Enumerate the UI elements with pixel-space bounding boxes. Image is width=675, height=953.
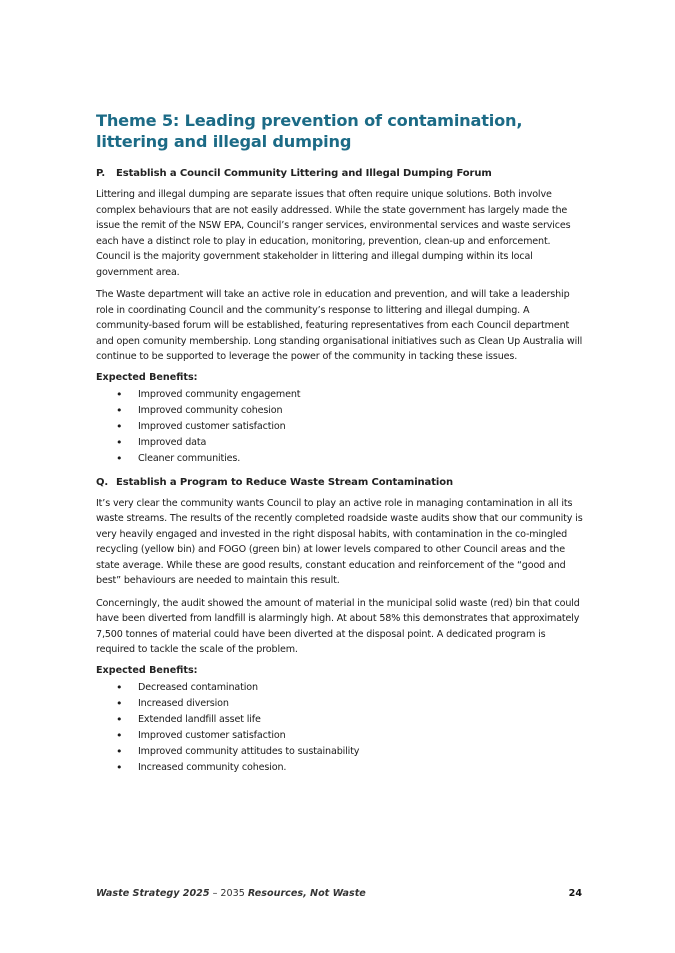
document-page — [96, 110, 586, 786]
list-item: • Improved community cohesion — [96, 403, 586, 419]
section-letter: P. — [96, 168, 106, 179]
section-q — [96, 477, 586, 776]
list-item: • Cleaner communities. — [96, 451, 586, 467]
list-item: • Improved customer satisfaction — [96, 728, 586, 744]
benefits-list — [96, 387, 586, 467]
paragraph: The Waste department will take an active role in education and prevention, and will take a leadership role in coordinating Council and the community’s response to littering and illegal dumping. A community-based forum will be established, featuring representatives from each Council department and open comunity membership. Long standing organisational initiatives such as Clean Up Australia will continue to be supported to leverage the power of the community in tacking these issues. — [96, 289, 583, 362]
section-p — [96, 168, 586, 467]
footer-title-subtitle: Resources, Not Waste — [247, 888, 366, 899]
footer-title-separator: – 2035 — [209, 888, 248, 899]
page-number: 24 — [568, 888, 582, 899]
list-item: • Improved community engagement — [96, 387, 586, 403]
list-item: • Improved community attitudes to sustainability — [96, 744, 586, 760]
expected-benefits-label: Expected Benefits: — [96, 371, 198, 383]
benefits-list — [96, 680, 586, 776]
list-item: • Improved customer satisfaction — [96, 419, 586, 435]
list-item: • Increased community cohesion. — [96, 760, 586, 776]
section-heading — [96, 477, 586, 488]
list-item: • Decreased contamination — [96, 680, 586, 696]
paragraph: Littering and illegal dumping are separate issues that often require unique solutions. Both involve complex behaviours that are not easily addressed. While the state government has largely made the issue the remit of the NSW EPA, Council’s ranger services, environmental services and waste services each have a distinct role to play in education, monitoring, prevention, clean-up and enforcement. Council is the majority government stakeholder in littering and illegal dumping within its local government area. — [96, 189, 571, 278]
paragraph: It’s very clear the community wants Council to play an active role in managing contamination in all its waste streams. The results of the recently completed roadside waste audits show that our community is very heavily engaged and invested in the right disposal habits, with contamination in the co-mingled recycling (yellow bin) and FOGO (green bin) at lower levels compared to other Council areas and the state average. While these are good results, constant education and reinforcement of the “good and best” behaviours are needed to maintain this result. — [96, 497, 583, 586]
page-footer — [96, 888, 582, 899]
list-item: • Extended landfill asset life — [96, 712, 586, 728]
paragraph: Concerningly, the audit showed the amount of material in the municipal solid waste (red) bin that could have been diverted from landfill is alarmingly high. At about 58% this demonstrates that approximately 7,500 tonnes of material could have been diverted at the disposal point. A dedicated program is required to tackle the scale of the problem. — [96, 597, 580, 655]
section-heading — [96, 168, 586, 179]
section-letter: Q. — [96, 476, 109, 488]
list-item: • Improved data — [96, 435, 586, 451]
footer-doc-title — [96, 888, 366, 899]
theme-title: Theme 5: Leading prevention of contamination, littering and illegal dumping — [96, 111, 523, 151]
footer-title-part: Waste Strategy 2025 — [96, 888, 210, 899]
list-item: • Increased diversion — [96, 696, 586, 712]
expected-benefits-label: Expected Benefits: — [96, 664, 198, 676]
section-title: Establish a Council Community Littering and Illegal Dumping Forum — [116, 168, 492, 179]
section-title: Establish a Program to Reduce Waste Stream Contamination — [116, 476, 453, 488]
